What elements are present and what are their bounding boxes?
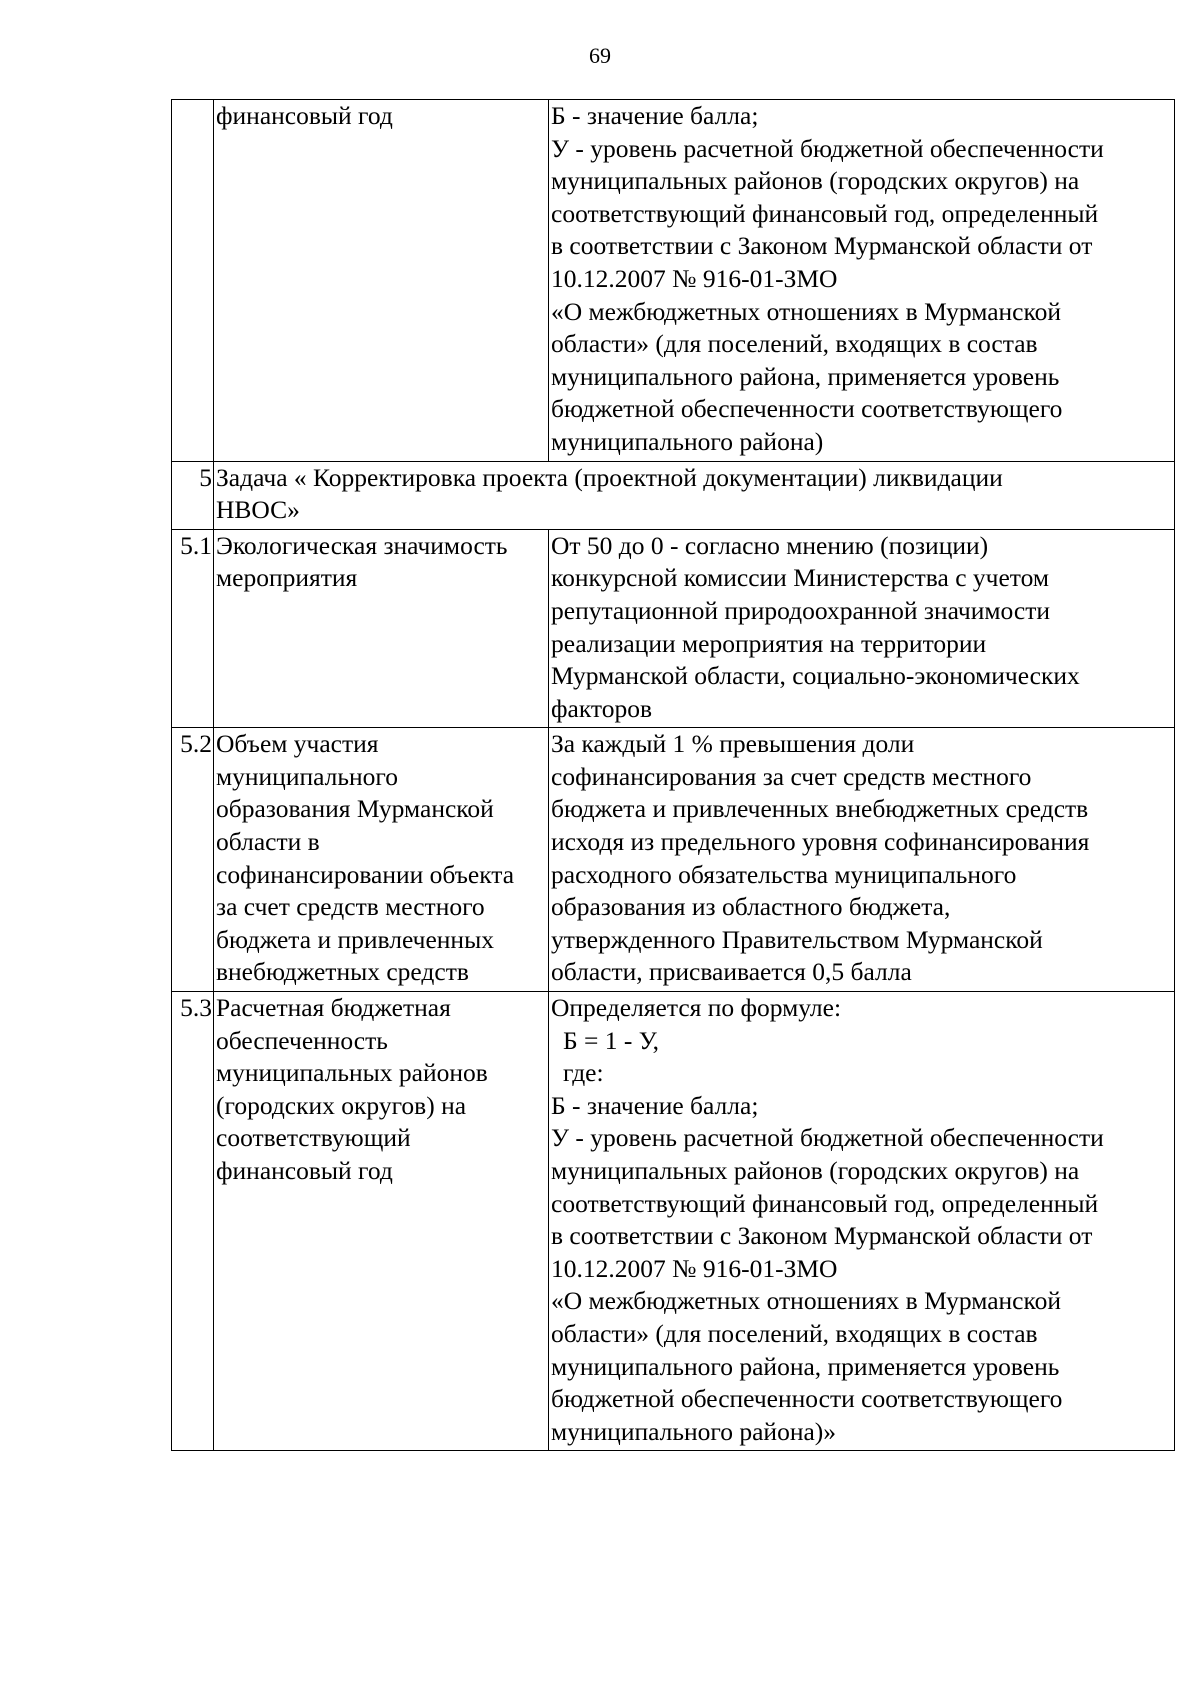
description-line: в соответствии с Законом Мурманской области от [551, 231, 1093, 261]
description-line: «О межбюджетных отношениях в Мурманской [551, 296, 1061, 326]
description-line: соответствующий финансовый год, определенный [551, 1188, 1099, 1218]
description-line: исходя из предельного уровня софинансирования [551, 827, 1090, 857]
formula: Б = 1 - У, [563, 1025, 660, 1055]
description-line: области» (для поселений, входящих в состав [551, 329, 1038, 359]
description-line: От 50 до 0 - согласно мнению (позиции) [551, 530, 989, 560]
row-number: 5.1 [172, 529, 214, 728]
criterion-name-line: Экологическая значимость [216, 530, 508, 560]
description-line: утвержденного Правительством Мурманской [551, 924, 1043, 954]
criterion-name-line: софинансировании объекта [216, 859, 515, 889]
table-row [172, 100, 1175, 462]
criterion-name-line: мероприятия [216, 563, 358, 593]
description-line: реализации мероприятия на территории [551, 628, 987, 658]
criterion-name-line: бюджета и привлеченных [216, 924, 494, 954]
description-line: бюджета и привлеченных внебюджетных средств [551, 794, 1089, 824]
criterion-name-line: обеспеченность [216, 1025, 388, 1055]
page-number: 69 [589, 43, 611, 68]
task-heading-line: НВОС» [216, 495, 300, 525]
criterion-description [549, 728, 1175, 992]
description-line: муниципального района, применяется уровень [551, 1351, 1060, 1381]
criterion-name-line: муниципального [216, 761, 398, 791]
description-line: факторов [551, 693, 652, 723]
description-line: За каждый 1 % превышения доли [551, 729, 915, 759]
description-line: У - уровень расчетной бюджетной обеспеченности [551, 133, 1104, 163]
description-line: бюджетной обеспеченности соответствующего [551, 394, 1063, 424]
table-row [172, 992, 1175, 1451]
table-row [172, 529, 1175, 728]
table-row [172, 728, 1175, 992]
description-line: конкурсной комиссии Министерства с учетом [551, 563, 1049, 593]
row-number: 5.3 [172, 992, 214, 1451]
criterion-name-line: соответствующий [216, 1123, 411, 1153]
description-line: бюджетной обеспеченности соответствующего [551, 1384, 1063, 1414]
criterion-name-line: области в [216, 827, 320, 857]
description-line: области, присваивается 0,5 балла [551, 957, 912, 987]
criterion-name-line: финансовый год [216, 1156, 393, 1185]
description-line: муниципального района) [551, 426, 824, 456]
description-line: «О межбюджетных отношениях в Мурманской [551, 1286, 1061, 1316]
task-heading [214, 461, 1175, 529]
criterion-name [214, 992, 549, 1451]
criterion-name [214, 728, 549, 992]
description-line: Б - значение балла; [551, 1090, 759, 1120]
description-line: в соответствии с Законом Мурманской области от [551, 1221, 1093, 1251]
description-line: области» (для поселений, входящих в состав [551, 1318, 1038, 1348]
description-line: муниципального района)» [551, 1416, 837, 1446]
criterion-name-line: финансовый год [216, 101, 393, 130]
description-line: Мурманской области, социально-экономических [551, 661, 1080, 691]
criterion-name-line: Расчетная бюджетная [216, 993, 451, 1023]
criterion-name-line: образования Мурманской [216, 794, 494, 824]
description-line: образования из областного бюджета, [551, 892, 951, 922]
description-intro: Определяется по формуле: [551, 993, 842, 1023]
description-line: муниципальных районов (городских округов) на [551, 166, 1080, 196]
task-heading-line: Задача « Корректировка проекта (проектной документации) ликвидации [216, 462, 1003, 492]
criterion-name-line: (городских округов) на [216, 1090, 467, 1120]
description-line: Б - значение балла; [551, 101, 759, 130]
formula-where: где: [563, 1058, 604, 1088]
criterion-name-line: муниципальных районов [216, 1058, 488, 1088]
description-line: 10.12.2007 № 916-01-ЗМО [551, 263, 838, 293]
description-line: соответствующий финансовый год, определенный [551, 198, 1099, 228]
description-line: софинансирования за счет средств местного [551, 761, 1032, 791]
criterion-name-line: за счет средств местного [216, 892, 485, 922]
criterion-name-line: Объем участия [216, 729, 379, 759]
description-line: муниципального района, применяется уровень [551, 361, 1060, 391]
description-line: У - уровень расчетной бюджетной обеспеченности [551, 1123, 1104, 1153]
criterion-name [214, 100, 549, 462]
criteria-table [171, 99, 1175, 1451]
description-line: 10.12.2007 № 916-01-ЗМО [551, 1253, 838, 1283]
criterion-name [214, 529, 549, 728]
criterion-description [549, 992, 1175, 1451]
criterion-description [549, 529, 1175, 728]
criterion-description [549, 100, 1175, 462]
row-number: 5 [172, 461, 214, 529]
row-number [172, 100, 214, 462]
description-line: муниципальных районов (городских округов) на [551, 1156, 1080, 1185]
criterion-name-line: внебюджетных средств [216, 957, 469, 987]
description-line: расходного обязательства муниципального [551, 859, 1017, 889]
table-row-task [172, 461, 1175, 529]
description-line: репутационной природоохранной значимости [551, 595, 1050, 625]
row-number: 5.2 [172, 728, 214, 992]
